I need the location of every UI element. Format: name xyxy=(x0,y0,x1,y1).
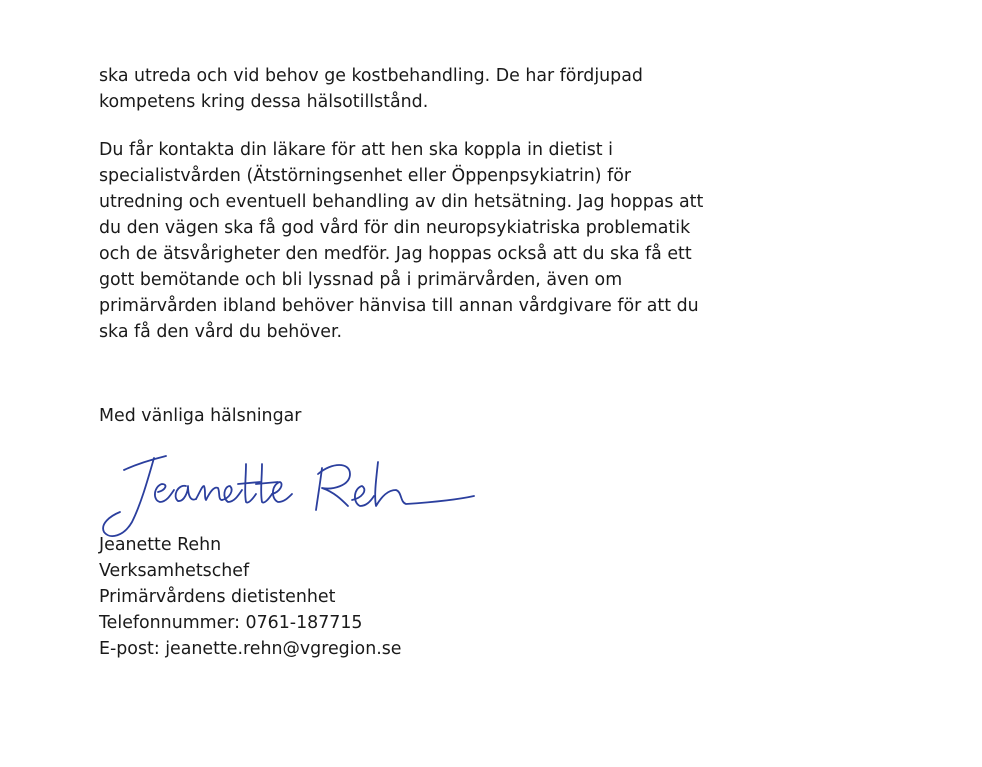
text-line: ska utreda och vid behov ge kostbehandling. De har fördjupad xyxy=(99,66,643,86)
sender-phone: Telefonnummer: 0761-187715 xyxy=(99,613,363,633)
text-line: du den vägen ska få god vård för din neuropsykiatriska problematik xyxy=(99,218,691,238)
body-paragraph-1 xyxy=(99,63,643,115)
text-line: kompetens kring dessa hälsotillstånd. xyxy=(99,92,429,112)
text-line: ska få den vård du behöver. xyxy=(99,322,343,342)
text-line: och de ätsvårigheter den medför. Jag hoppas också att du ska få ett xyxy=(99,244,692,264)
text-line: primärvården ibland behöver hänvisa till annan vårdgivare för att du xyxy=(99,296,699,316)
text-line: Du får kontakta din läkare för att hen ska koppla in dietist i xyxy=(99,140,613,160)
text-line: utredning och eventuell behandling av din hetsätning. Jag hoppas att xyxy=(99,192,704,212)
text-line: gott bemötande och bli lyssnad på i primärvården, även om xyxy=(99,270,623,290)
sender-name: Jeanette Rehn xyxy=(99,535,222,555)
sender-details xyxy=(99,532,402,662)
sender-email: E-post: jeanette.rehn@vgregion.se xyxy=(99,639,402,659)
handwritten-signature xyxy=(96,444,486,544)
text-line: specialistvården (Ätstörningsenhet eller Öppenpsykiatrin) för xyxy=(99,166,632,186)
body-paragraph-2 xyxy=(99,137,703,345)
sender-title: Verksamhetschef xyxy=(99,561,250,581)
sender-unit: Primärvårdens dietistenhet xyxy=(99,587,336,607)
closing-salutation: Med vänliga hälsningar xyxy=(99,406,302,426)
